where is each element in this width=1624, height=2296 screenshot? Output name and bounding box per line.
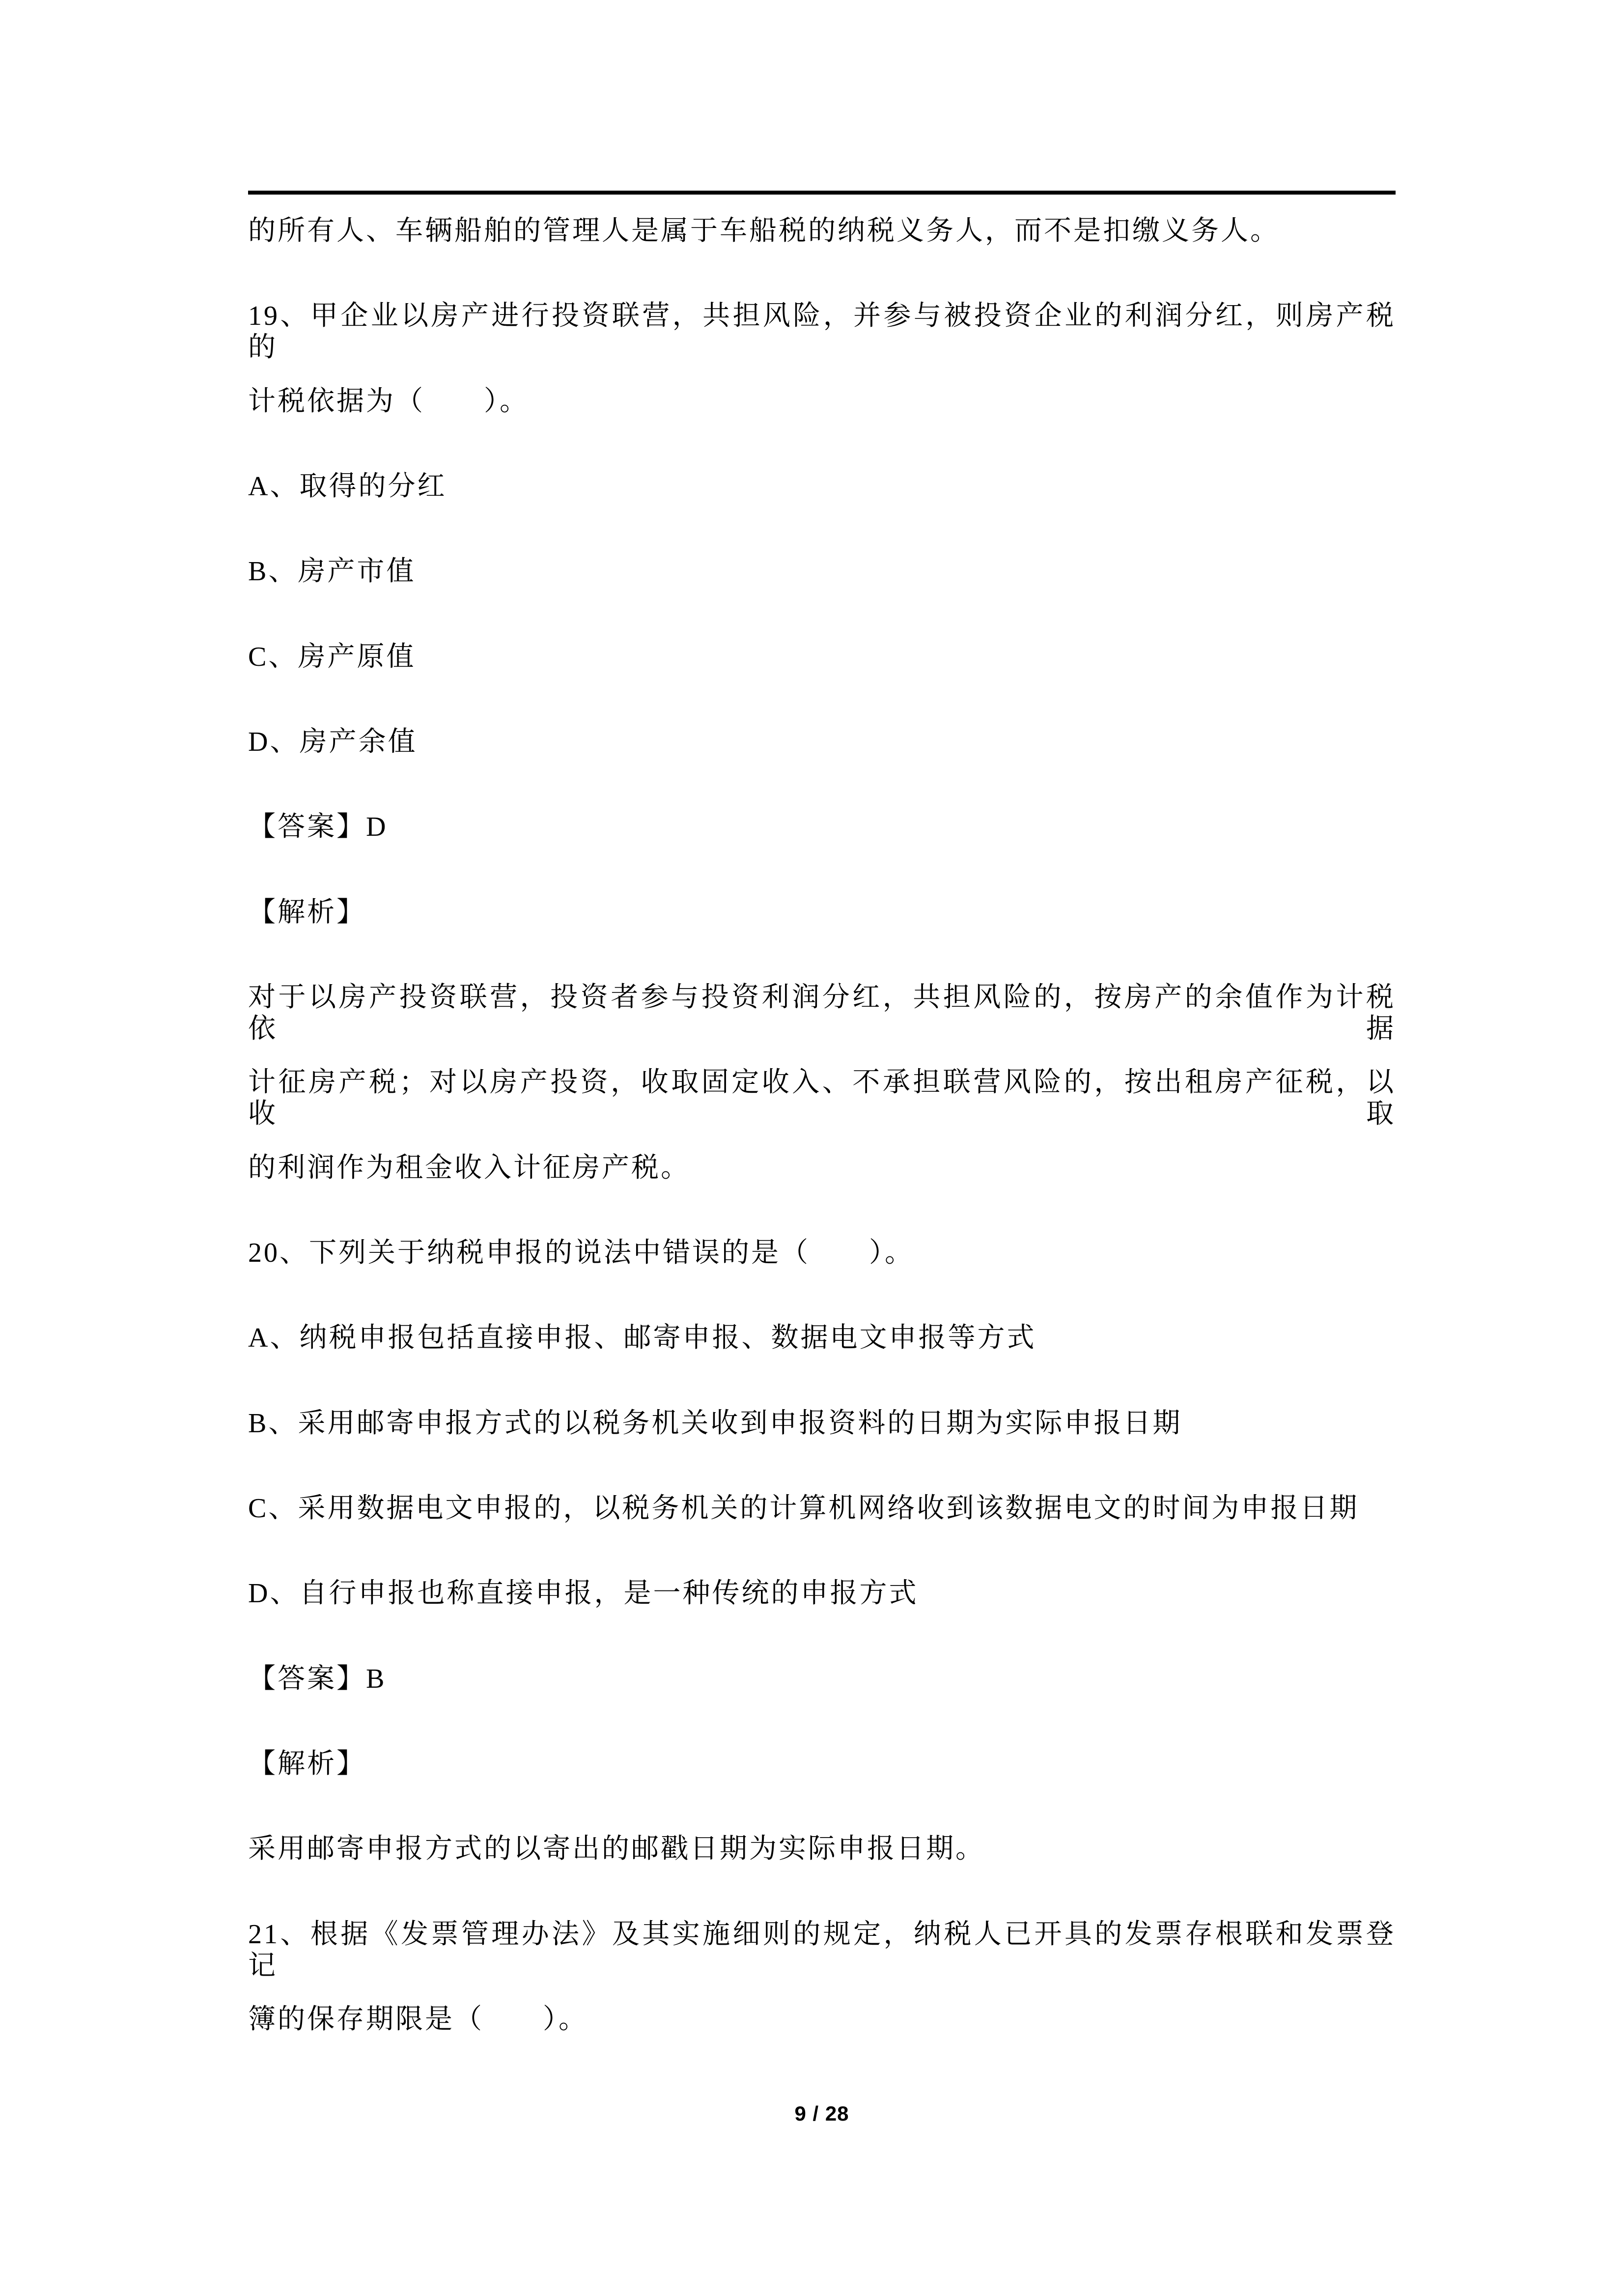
q19-option-b: B、房产市值 [248,556,416,587]
q20-option-a: A、纳税申报包括直接申报、邮寄申报、数据电文申报等方式 [248,1323,1036,1353]
q19-option-d: D、房产余值 [248,727,418,757]
q20-option-b: B、采用邮寄申报方式的以税务机关收到申报资料的日期为实际申报日期 [248,1408,1182,1439]
q21-stem-line1: 21、根据《发票管理办法》及其实施细则的规定，纳税人已开具的发票存根联和发票登记 [248,1919,1396,1981]
q20-option-c: C、采用数据电文申报的，以税务机关的计算机网络收到该数据电文的时间为申报日期 [248,1493,1359,1524]
q19-stem-line2: 计税依据为（ ）。 [248,386,529,417]
q19-analysis-line2: 计征房产税；对以房产投资，收取固定收入、不承担联营风险的，按出租房产征税，以收取 [248,1067,1396,1129]
q19-option-a: A、取得的分红 [248,471,447,502]
q19-option-c: C、房产原值 [248,642,416,672]
q20-analysis: 采用邮寄申报方式的以寄出的邮戳日期为实际申报日期。 [248,1834,985,1864]
q20-option-d: D、自行申报也称直接申报，是一种传统的申报方式 [248,1578,919,1609]
page-number: 9 / 28 [794,2102,849,2125]
q20-answer: 【答案】B [248,1664,387,1694]
q19-analysis-label: 【解析】 [248,897,366,928]
q21-stem-line2: 簿的保存期限是（ ）。 [248,2004,588,2035]
q19-stem-line1: 19、甲企业以房产进行投资联营，共担风险，并参与被投资企业的利润分红，则房产税的 [248,301,1396,363]
q19-analysis-line3: 的利润作为租金收入计征房产税。 [248,1153,690,1183]
q18-analysis-continuation: 的所有人、车辆船舶的管理人是属于车船税的纳税义务人，而不是扣缴义务人。 [248,216,1280,246]
q20-analysis-label: 【解析】 [248,1749,366,1779]
q19-analysis-line1: 对于以房产投资联营，投资者参与投资利润分红，共担风险的，按房产的余值作为计税依据 [248,982,1396,1044]
q19-answer: 【答案】D [248,812,388,842]
q20-stem: 20、下列关于纳税申报的说法中错误的是（ ）。 [248,1238,914,1268]
header-rule [248,191,1396,195]
